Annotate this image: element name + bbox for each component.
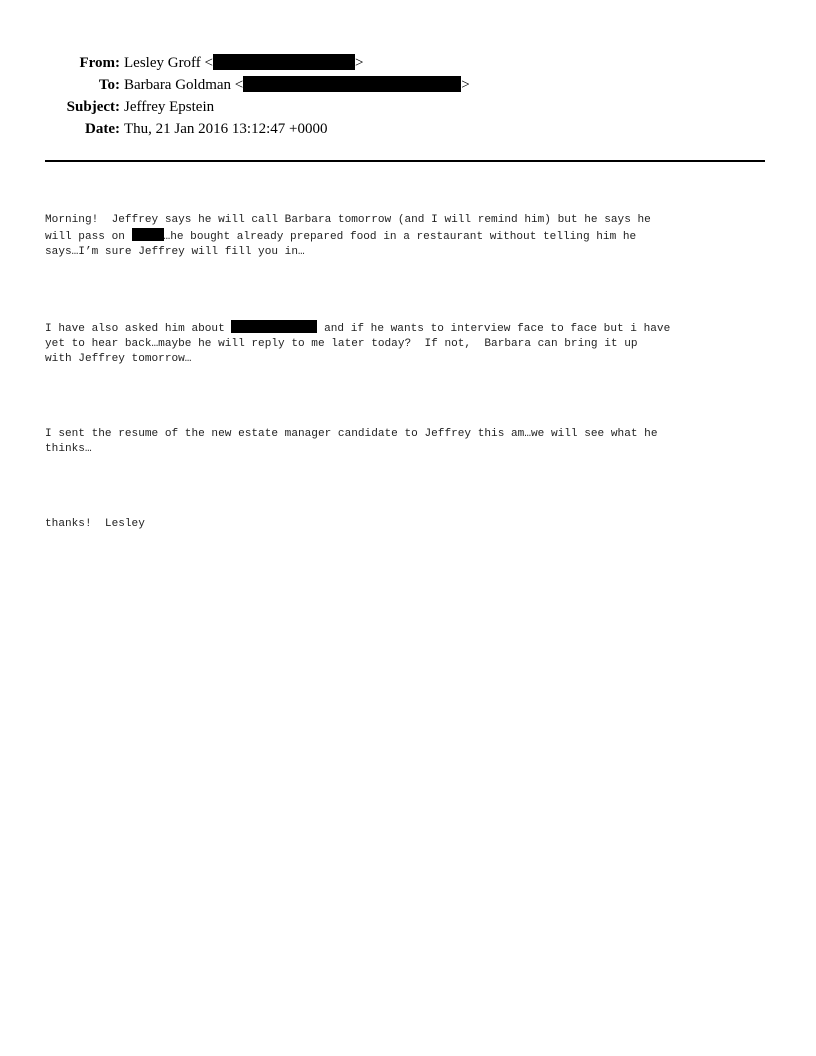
email-body: [45, 183, 775, 577]
body-line: yet to hear back…maybe he will reply to me later today? If not, Barbara can bring it up: [45, 338, 638, 350]
redaction-bar: [243, 76, 461, 92]
from-name: Lesley Groff <: [124, 55, 213, 71]
date-value: Thu, 21 Jan 2016 13:12:47 +0000: [124, 121, 328, 137]
from-label: From:: [79, 55, 120, 71]
body-line: with Jeffrey tomorrow…: [45, 353, 192, 365]
body-line: Morning! Jeffrey says he will call Barbara tomorrow (and I will remind him) but he says he: [45, 214, 651, 226]
from-close: >: [355, 55, 364, 71]
body-text: …he bought already prepared food in a restaurant without telling him he: [163, 231, 637, 243]
from-row: [0, 52, 816, 74]
body-line: [45, 320, 775, 337]
body-text: I have also asked him about: [45, 323, 232, 335]
body-paragraph: [45, 517, 775, 532]
body-text: and if he wants to interview face to face but i have: [317, 323, 671, 335]
body-line: says…I’m sure Jeffrey will fill you in…: [45, 246, 305, 258]
redaction-bar: [213, 54, 355, 70]
redaction-bar: [132, 228, 164, 241]
body-paragraph: [45, 427, 775, 457]
subject-row: [0, 96, 816, 118]
to-row: [0, 74, 816, 96]
body-paragraph: [45, 320, 775, 367]
to-value: [124, 74, 470, 96]
date-row: [0, 118, 816, 140]
body-line: thinks…: [45, 443, 92, 455]
to-label: To:: [98, 77, 120, 93]
header-divider: [45, 160, 765, 162]
to-close: >: [461, 77, 470, 93]
redaction-bar: [231, 320, 317, 333]
body-line: [45, 228, 775, 245]
signoff: thanks! Lesley: [45, 518, 145, 530]
date-label: Date:: [85, 121, 120, 137]
from-value: [124, 52, 363, 74]
body-text: will pass on: [45, 231, 132, 243]
subject-label: Subject:: [66, 99, 120, 115]
subject-value: Jeffrey Epstein: [124, 99, 215, 115]
to-name: Barbara Goldman <: [124, 77, 244, 93]
body-paragraph: [45, 213, 775, 260]
body-line: I sent the resume of the new estate manager candidate to Jeffrey this am…we will see what he: [45, 428, 658, 440]
